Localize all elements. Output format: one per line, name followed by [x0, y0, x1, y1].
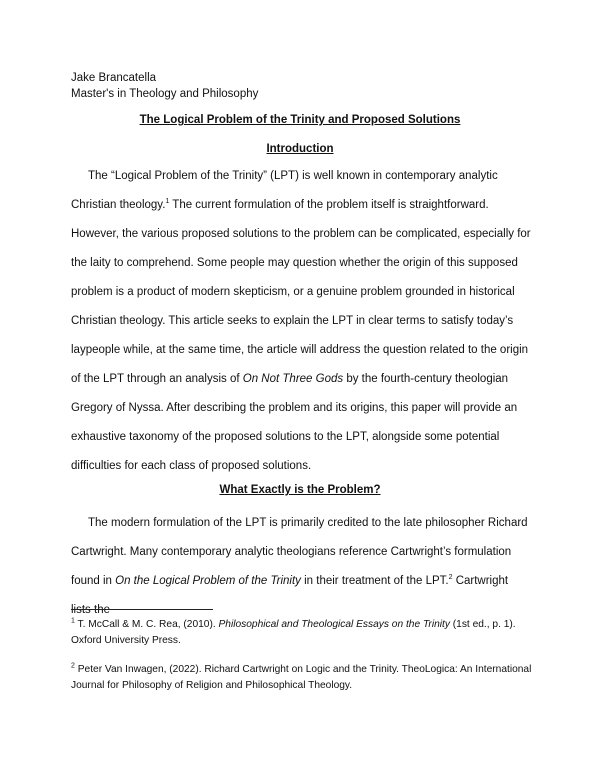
section-heading-introduction: Introduction	[266, 143, 334, 155]
book-title-italic: On the Logical Problem of the Trinity	[115, 575, 301, 587]
footnote-number: 2	[71, 662, 75, 670]
footnote-book-title: Philosophical and Theological Essays on the Trinity	[218, 619, 450, 630]
introduction-paragraph	[71, 162, 531, 481]
paper-title: The Logical Problem of the Trinity and Proposed Solutions	[139, 114, 461, 126]
book-title-italic: On Not Three Gods	[242, 373, 344, 385]
footnote-separator	[71, 609, 213, 610]
paragraph-text: The current formulation of the problem itself is straightforward. However, the various proposed solutions to the problem can be complicated, especially for the laity to comprehend. Some people may question whether the origin of this supposed problem is a product of modern skepticism, or a genuine problem grounded in historical Christian theology. This article seeks to explain the LPT in clear terms to satisfy today’s laypeople while, at the same time, the article will address the question related to the origin of the LPT through an analysis of	[71, 199, 531, 385]
footnote-1	[71, 617, 541, 648]
problem-body	[71, 509, 531, 625]
introduction-body	[71, 162, 531, 481]
author-block	[71, 71, 258, 102]
footnote-number: 1	[71, 617, 75, 625]
section-heading-problem: What Exactly is the Problem?	[219, 484, 381, 496]
footnote-text: T. McCall & M. C. Rea, (2010).	[74, 619, 219, 630]
footnote-ref-1: 1	[165, 198, 170, 206]
author-program: Master's in Theology and Philosophy	[71, 87, 259, 100]
paragraph-text: The modern formulation of the LPT is primarily credited to the late philosopher Richard Cartwright. Many contemporary analytic theologians reference Cartwright’s formulation found in	[71, 517, 528, 587]
footnote-text: Peter Van Inwagen, (2022). Richard Cartwright on Logic and the Trinity. TheoLogica: An International Journal for Philosophy of Religion and Philosophical Theology.	[71, 664, 532, 691]
paragraph-text: in their treatment of the LPT.	[300, 575, 449, 587]
paragraph-text: The “Logical Problem of the Trinity” (LPT) is well known in contemporary analytic Christian theology.	[71, 170, 498, 211]
paragraph-text: by the fourth-century theologian Gregory of Nyssa. After describing the problem and its origins, this paper will provide an exhaustive taxonomy of the proposed solutions to the LPT, alongside some potential difficulties for each class of proposed solutions.	[71, 373, 518, 472]
paragraph-text: Cartwright lists the	[71, 575, 509, 616]
footnote-text: (1st ed., p. 1). Oxford University Press.	[71, 619, 516, 646]
footnote-2	[71, 662, 541, 693]
footnote-ref-2: 2	[448, 574, 453, 582]
problem-paragraph	[71, 509, 531, 625]
author-name: Jake Brancatella	[71, 72, 157, 84]
